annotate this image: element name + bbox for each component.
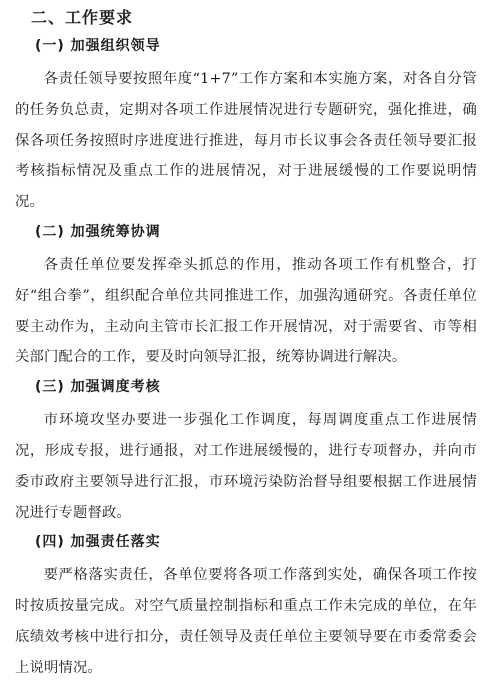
subsection-body: 市环境攻坚办要进一步强化工作调度，每周调度重点工作进展情况，形成专报，进行通报，对工作进展缓慢的，进行专项督办，并向市委市政府主要领导进行汇报，市环境污染防治督导组要根据工作进展情况进行专题督政。 — [15, 412, 477, 521]
subsection-heading: (三) 加强调度考核 — [35, 379, 161, 396]
subsection-heading: (一) 加强组织领导 — [35, 38, 161, 54]
subsection-body: 要严格落实责任，各单位要将各项工作落到实处，确保各项工作按时按质按量完成。对空气质量控制指标和重点工作未完成的单位，在年底绩效考核中进行扣分，责任领导及责任单位主要领导要在市委常委会上说明情况。 — [15, 567, 477, 676]
subsection-heading: (二) 加强统筹协调 — [35, 223, 161, 240]
subsection-2 — [15, 222, 477, 373]
subsection-heading: (四) 加强责任落实 — [35, 534, 161, 551]
subsection-body: 各责任单位要发挥牵头抓总的作用，推动各项工作有机整合，打好“组合拳”，组织配合单位共同推进工作，加强沟通研究。各责任单位要主动作为，主动向主管市长汇报工作开展情况，对于需要省、市等相关部门配合的工作，要及时向领导汇报，统筹协调进行解决。 — [15, 256, 477, 366]
section-heading: 二、工作要求 — [31, 8, 134, 27]
subsection-1 — [15, 36, 477, 218]
subsection-body: 各责任领导要按照年度“1+7”工作方案和本实施方案，对各自分管的任务负总责，定期对各项工作进展情况进行专题研究，强化推进，确保各项任务按照时序进度进行推进，每月市长议事会各责任领导要汇报考核指标情况及重点工作的进展情况，对于进展缓慢的工作要说明情况。 — [15, 71, 477, 211]
subsection-3 — [15, 377, 477, 528]
subsection-4 — [15, 532, 477, 683]
